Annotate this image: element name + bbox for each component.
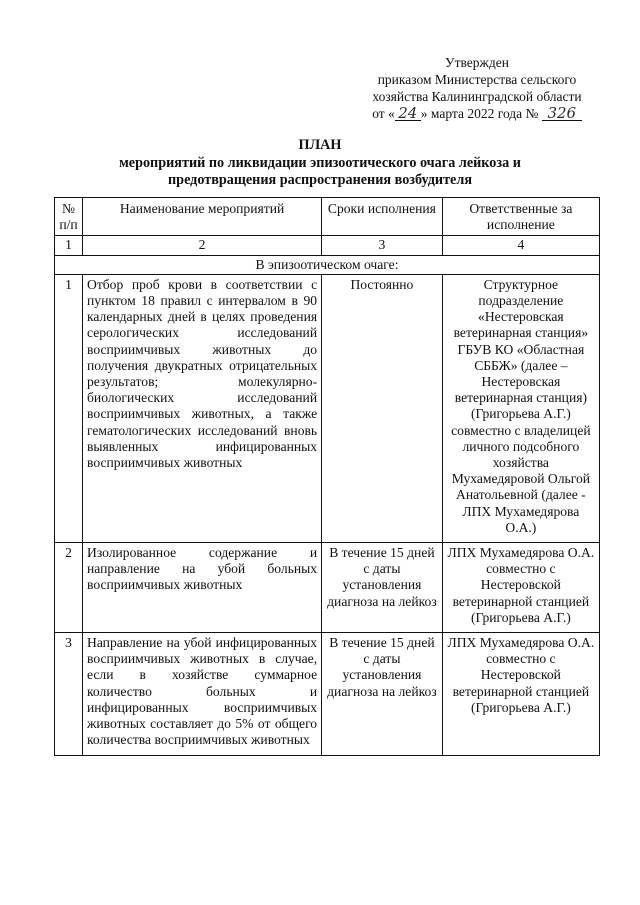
row-term: В течение 15 дней с даты установления диагноза на лейкоз <box>322 543 443 633</box>
table-row <box>55 633 600 755</box>
row-num: 1 <box>55 274 83 542</box>
column-number: 3 <box>322 236 443 255</box>
approval-number-handwritten: 326 <box>542 106 582 121</box>
row-num: 3 <box>55 633 83 755</box>
column-number: 4 <box>442 236 599 255</box>
row-resp: ЛПХ Мухамедярова О.А. совместно с Нестеровской ветеринарной станцией (Григорьева А.Г.) <box>442 543 599 633</box>
plan-title-heading: ПЛАН <box>298 137 342 153</box>
approval-date-mid: » марта 2022 года № <box>420 106 539 121</box>
approval-day-handwritten: 24 <box>395 106 421 121</box>
header-name: Наименование мероприятий <box>83 198 322 236</box>
row-num: 2 <box>55 543 83 633</box>
plan-title-line-3: предотвращения распространения возбудителя <box>168 172 472 188</box>
approval-date-prefix: от « <box>372 106 395 121</box>
approval-stamp <box>352 54 602 122</box>
header-term: Сроки исполнения <box>322 198 443 236</box>
column-number: 1 <box>55 236 83 255</box>
row-name: Изолированное содержание и направление на убой больных восприимчивых животных <box>83 543 322 633</box>
approval-line-3: хозяйства Калининградской области <box>372 89 582 104</box>
header-resp: Ответственные за исполнение <box>442 198 599 236</box>
column-number-row <box>55 236 600 255</box>
column-number: 2 <box>83 236 322 255</box>
table-header-row <box>55 198 600 236</box>
approval-line-1: Утвержден <box>445 55 509 70</box>
row-term: Постоянно <box>322 274 443 542</box>
table-row <box>55 543 600 633</box>
plan-table <box>54 197 600 756</box>
row-term: В течение 15 дней с даты установления диагноза на лейкоз <box>322 633 443 755</box>
section-row <box>55 255 600 274</box>
header-num: № п/п <box>55 198 83 236</box>
row-resp: ЛПХ Мухамедярова О.А. совместно с Нестеровской ветеринарной станцией (Григорьева А.Г.) <box>442 633 599 755</box>
row-name: Отбор проб крови в соответствии с пунктом 18 правил с интервалом в 90 календарных дней в целях проведения серологических исследований восприимчивых животных до получения двукратных отрицательных результатов; молекулярно-биологических исследований восприимчивых животных, а также гематологических исследований вновь выявленных инфицированных восприимчивых животных <box>83 274 322 542</box>
row-resp: Структурное подразделение «Нестеровская ветеринарная станция» ГБУВ КО «Областная СББЖ» (далее – Нестеровская ветеринарная станция) (Григорьева А.Г.) совместно с владелицей личного подсобного хозяйства Мухамедяровой Ольгой Анатольевной (далее - ЛПХ Мухамедярова О.А.) <box>442 274 599 542</box>
table-row <box>55 274 600 542</box>
plan-title <box>60 137 580 190</box>
approval-line-2: приказом Министерства сельского <box>377 72 577 87</box>
plan-title-line-2: мероприятий по ликвидации эпизоотического очага лейкоза и <box>119 154 521 171</box>
section-heading: В эпизоотическом очаге: <box>55 255 600 274</box>
row-name: Направление на убой инфицированных восприимчивых животных в случае, если в хозяйстве суммарное количество больных и инфицированных восприимчивых животных составляет до 5% от общего количества восприимчивых животных <box>83 633 322 755</box>
approval-date-line <box>352 105 602 122</box>
